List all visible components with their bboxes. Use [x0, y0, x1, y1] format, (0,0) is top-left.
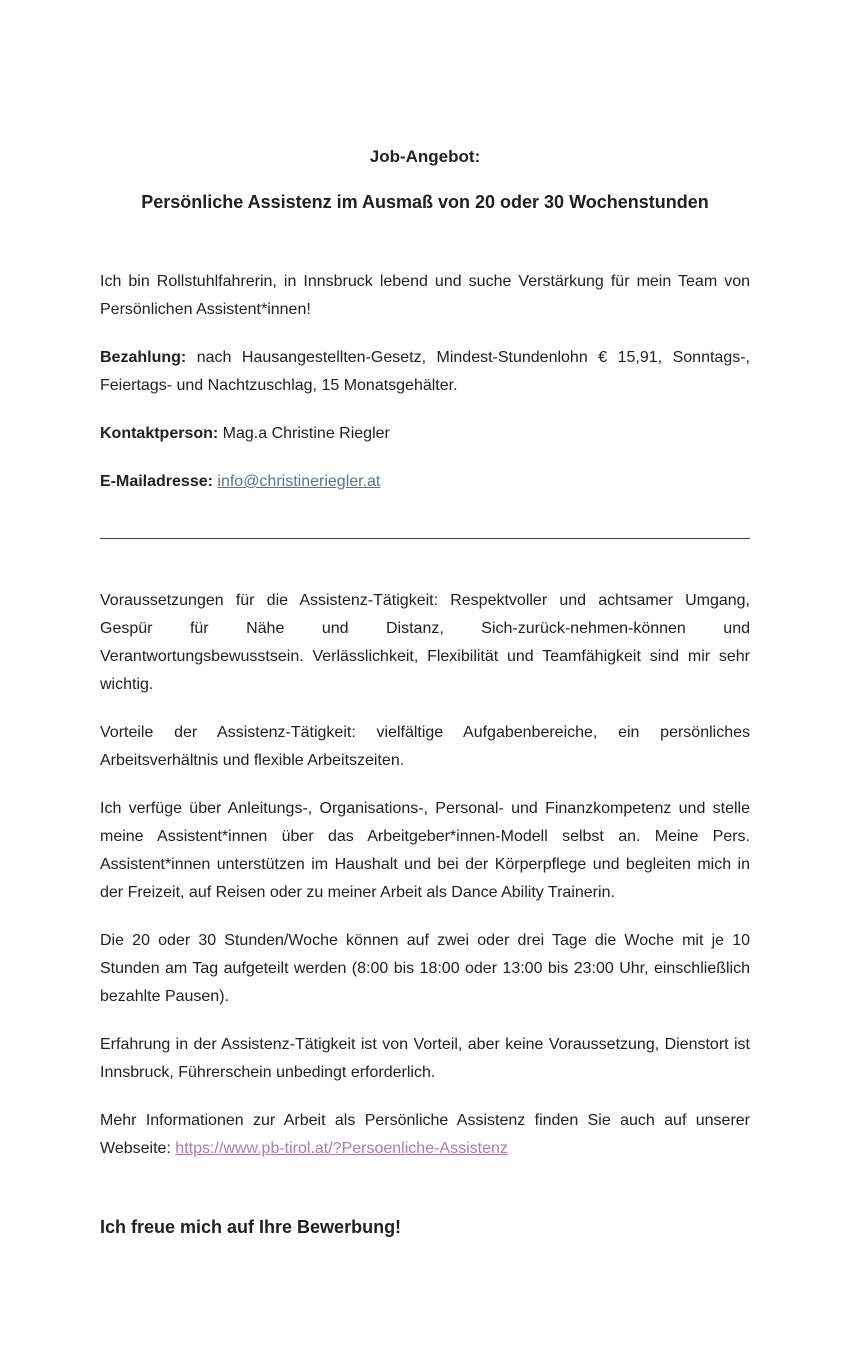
website-link[interactable]: https://www.pb-tirol.at/?Persoenliche-Assistenz: [175, 1140, 508, 1157]
page-title: Job-Angebot:: [369, 147, 481, 166]
pay-text: nach Hausangestellten-Gesetz, Mindest-Stundenlohn € 15,91, Sonntags-, Feiertags- und Nachtzuschlag, 15 Monatsgehälter.: [100, 349, 750, 394]
website-paragraph: [100, 1107, 750, 1163]
pay-paragraph: [100, 344, 750, 400]
contact-paragraph: [100, 420, 750, 448]
intro-paragraph: Ich bin Rollstuhlfahrerin, in Innsbruck lebend und suche Verstärkung für mein Team von Persönlichen Assistent*innen!: [100, 273, 750, 318]
hours-paragraph: Die 20 oder 30 Stunden/Woche können auf zwei oder drei Tage die Woche mit je 10 Stunden am Tag aufgeteilt werden (8:00 bis 18:00 oder 13:00 bis 23:00 Uhr, einschließlich bezahlte Pausen).: [100, 932, 750, 1005]
closing-line: Ich freue mich auf Ihre Bewerbung!: [100, 1217, 402, 1237]
benefits-paragraph: Vorteile der Assistenz-Tätigkeit: vielfältige Aufgabenbereiche, ein persönliches Arbeitsverhältnis und flexible Arbeitszeiten.: [100, 724, 750, 769]
email-label: E-Mailadresse:: [100, 473, 213, 490]
section-divider: [100, 538, 750, 539]
page-subtitle: Persönliche Assistenz im Ausmaß von 20 oder 30 Wochenstunden: [141, 192, 709, 212]
pay-label: Bezahlung:: [100, 349, 187, 366]
email-paragraph: [100, 468, 750, 496]
contact-name: Mag.a Christine Riegler: [218, 425, 390, 442]
website-text: Mehr Informationen zur Arbeit als Persönliche Assistenz finden Sie auch auf unserer Webseite:: [100, 1112, 750, 1157]
competence-paragraph: Ich verfüge über Anleitungs-, Organisations-, Personal- und Finanzkompetenz und stelle meine Assistent*innen über das Arbeitgeber*innen-Modell selbst an. Meine Pers. Assistent*innen unterstützen im Haushalt und bei der Körperpflege und begleiten mich in der Freizeit, auf Reisen oder zu meiner Arbeit als Dance Ability Trainerin.: [100, 800, 750, 901]
email-link[interactable]: info@christineriegler.at: [217, 473, 381, 490]
requirements-paragraph: Voraussetzungen für die Assistenz-Tätigkeit: Respektvoller und achtsamer Umgang, Gespür für Nähe und Distanz, Sich-zurück-nehmen-können und Verantwortungsbewusstsein. Verlässlichkeit, Flexibilität und Teamfähigkeit sind mir sehr wichtig.: [100, 592, 750, 693]
experience-paragraph: Erfahrung in der Assistenz-Tätigkeit ist von Vorteil, aber keine Voraussetzung, Dienstort ist Innsbruck, Führerschein unbedingt erforderlich.: [100, 1036, 750, 1081]
contact-label: Kontaktperson:: [100, 425, 219, 442]
